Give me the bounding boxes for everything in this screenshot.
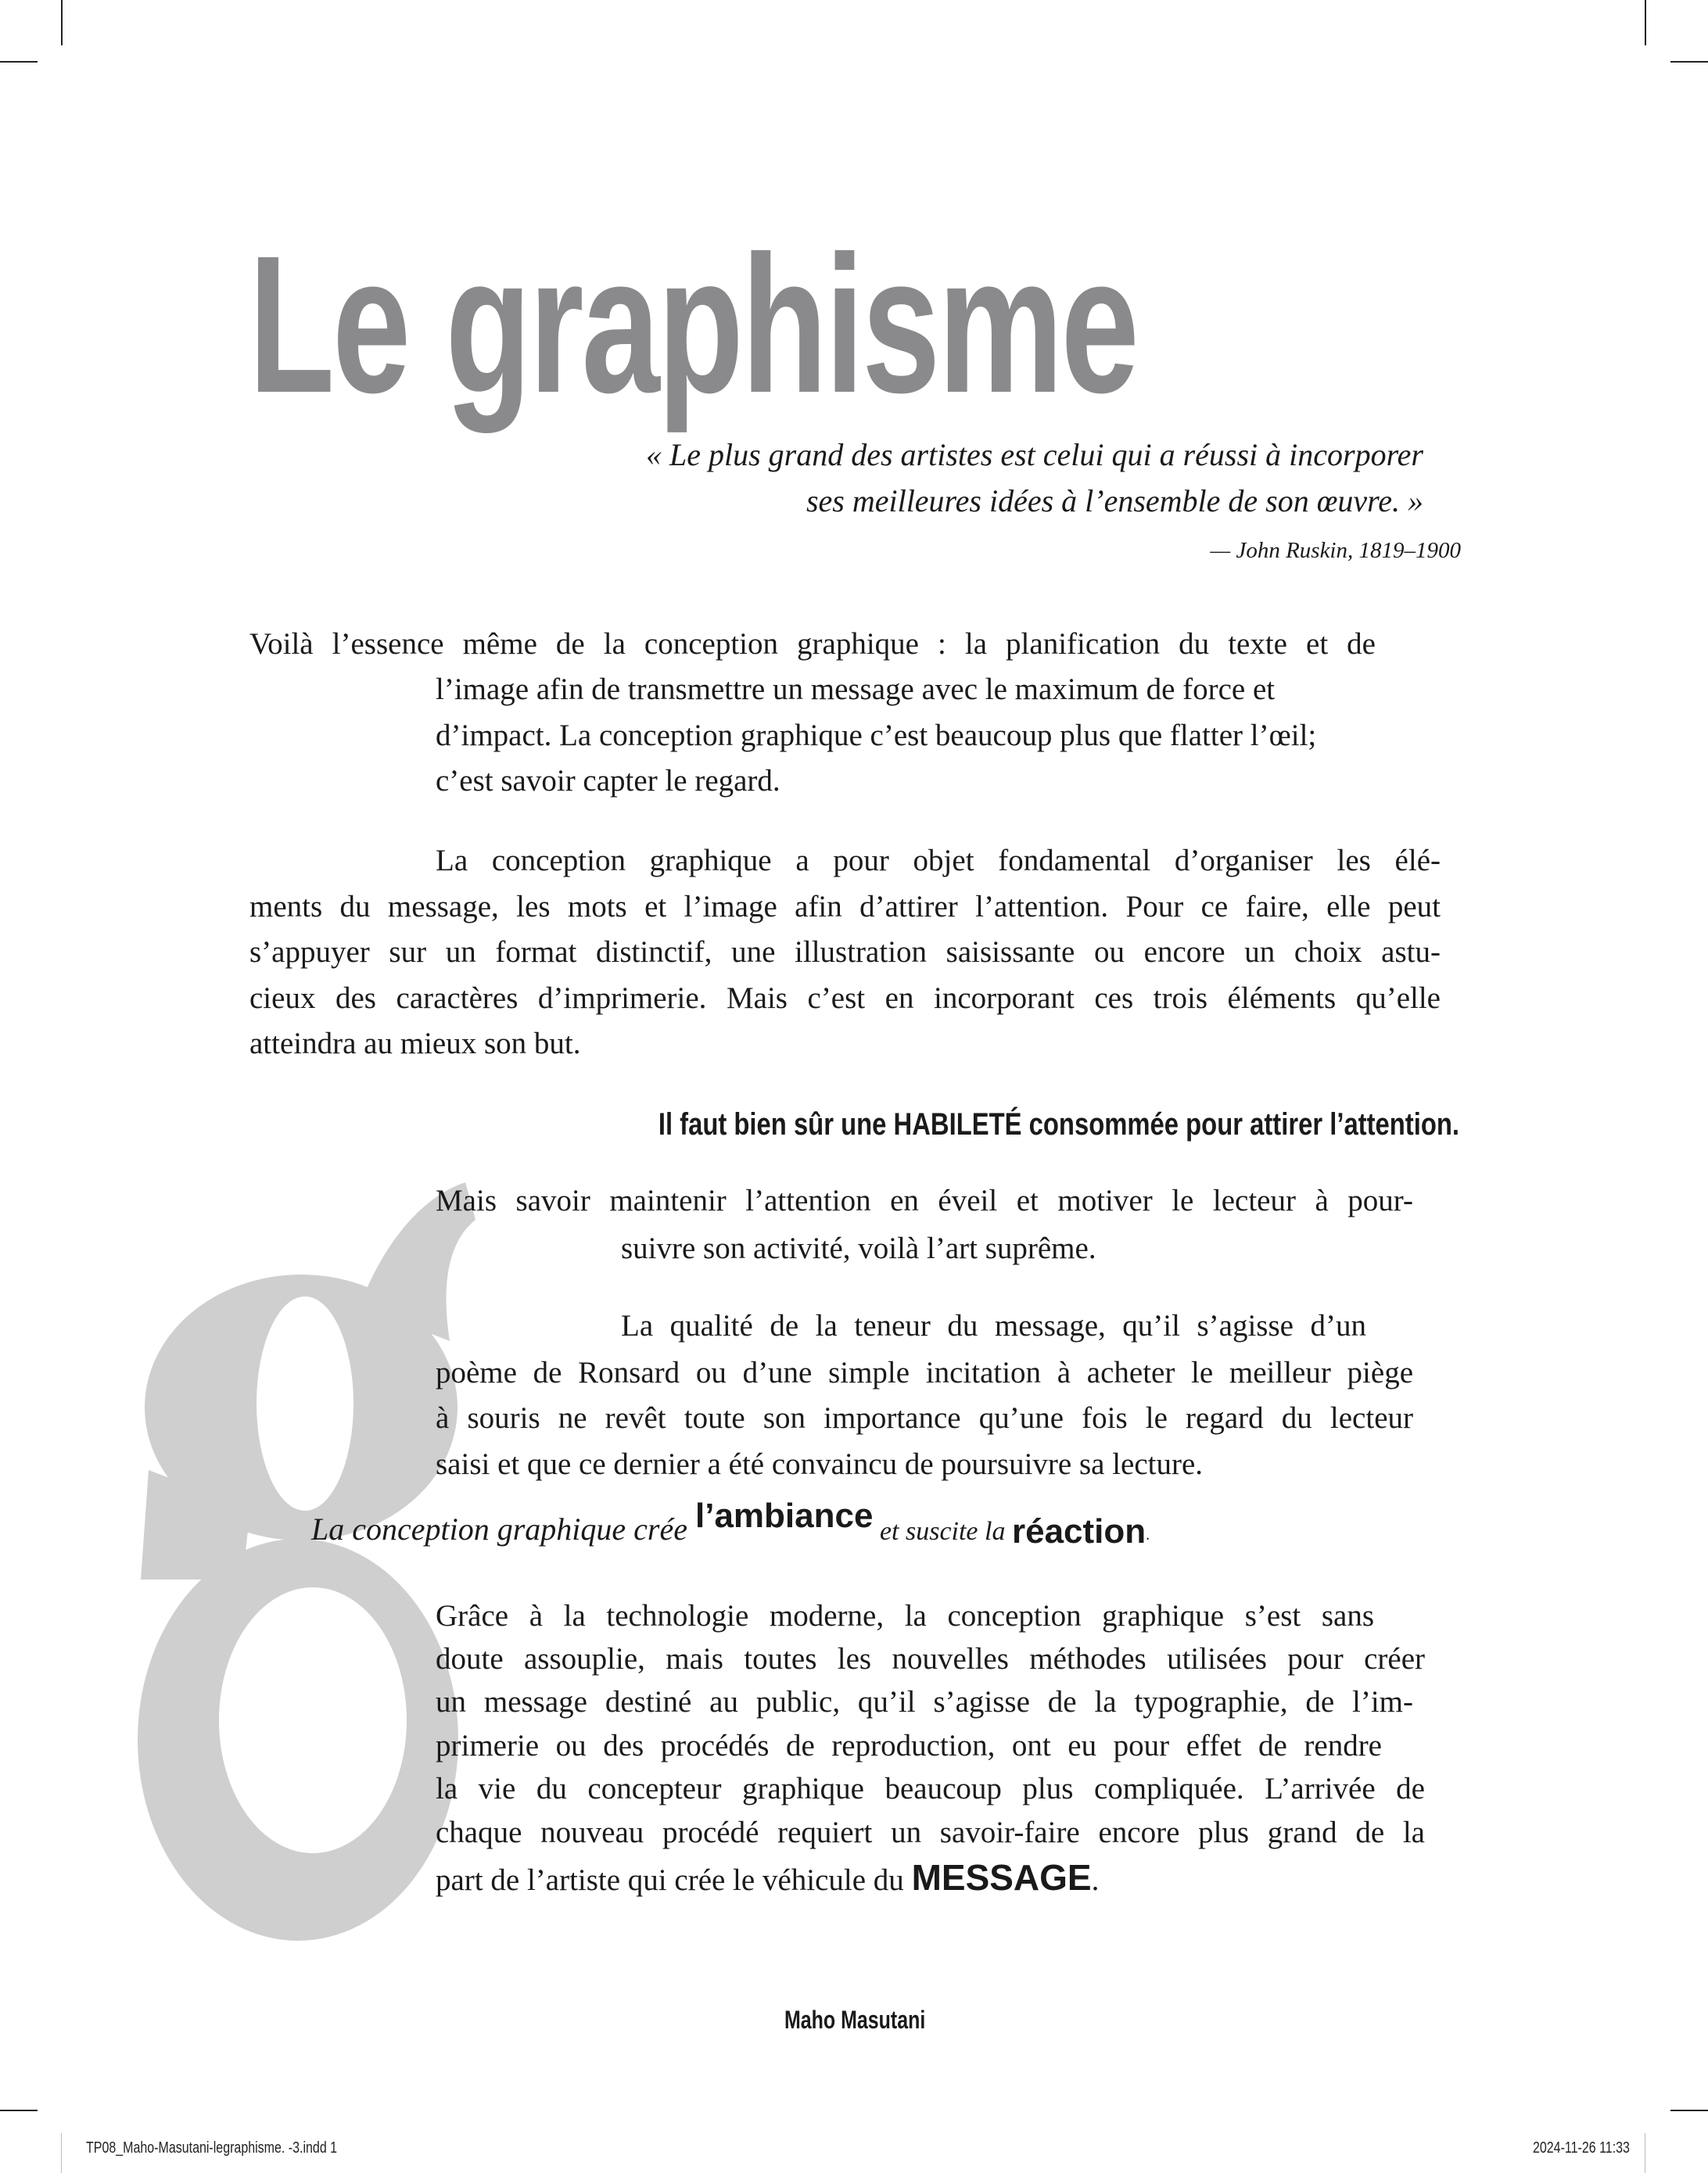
paragraph-line bbox=[436, 1857, 1100, 1898]
author-name: Maho Masutani bbox=[784, 2006, 926, 2034]
paragraph-line: à souris ne revêt toute son importance qu’une fois le regard du lecteur bbox=[436, 1401, 1413, 1435]
paragraph-line: s’appuyer sur un format distinctif, une illustration saisissante ou encore un choix astu- bbox=[249, 935, 1441, 969]
tagline-word-reaction: réaction bbox=[1011, 1512, 1146, 1551]
paragraph-line: primerie ou des procédés de reproduction, ont eu pour effet de rendre bbox=[436, 1729, 1382, 1762]
paragraph-line: Grâce à la technologie moderne, la conception graphique s’est sans bbox=[436, 1599, 1374, 1633]
paragraph-line: ments du message, les mots et l’image afin d’attirer l’attention. Pour ce faire, elle peut bbox=[249, 890, 1441, 923]
tagline-text: La conception graphique crée bbox=[311, 1511, 695, 1547]
crop-mark bbox=[0, 2110, 38, 2111]
page-title: Le graphisme bbox=[249, 215, 1137, 433]
paragraph-line: Voilà l’essence même de la conception graphique : la planification du texte et de bbox=[249, 627, 1376, 661]
paragraph-line: un message destiné au public, qu’il s’agisse de la typographie, de l’im- bbox=[436, 1685, 1413, 1719]
quote-attribution: — John Ruskin, 1819–1900 bbox=[1210, 538, 1461, 563]
decorative-letter-g bbox=[133, 1173, 477, 1955]
paragraph-line: suivre son activité, voilà l’art suprême. bbox=[621, 1232, 1096, 1265]
paragraph-line: poème de Ronsard ou d’une simple incitation à acheter le meilleur piège bbox=[436, 1356, 1413, 1390]
paragraph-line: saisi et que ce dernier a été convaincu de poursuivre sa lecture. bbox=[436, 1447, 1204, 1481]
paragraph-period: . bbox=[1091, 1863, 1100, 1897]
crop-mark bbox=[0, 61, 38, 63]
paragraph-line: atteindra au mieux son but. bbox=[249, 1027, 581, 1060]
crop-mark bbox=[1670, 61, 1708, 63]
emphasis-text: Il faut bien sûr une bbox=[658, 1107, 894, 1142]
emphasis-line bbox=[658, 1107, 1459, 1142]
paragraph-line: c’est savoir capter le regard. bbox=[436, 764, 780, 798]
paragraph-line: Mais savoir maintenir l’attention en éveil et motiver le lecteur à pour- bbox=[436, 1184, 1413, 1217]
tagline-period: . bbox=[1146, 1526, 1150, 1544]
paragraph-text: part de l’artiste qui crée le véhicule du bbox=[436, 1863, 912, 1897]
quote-line: « Le plus grand des artistes est celui qui a réussi à incorporer bbox=[645, 437, 1423, 472]
slug-line bbox=[61, 2133, 62, 2173]
paragraph-line: doute assouplie, mais toutes les nouvelles méthodes utilisées pour créer bbox=[436, 1642, 1425, 1676]
footer-timestamp: 2024-11-26 11:33 bbox=[1533, 2139, 1630, 2157]
paragraph-line: la vie du concepteur graphique beaucoup plus compliquée. L’arrivée de bbox=[436, 1772, 1425, 1805]
tagline bbox=[311, 1497, 1150, 1551]
crop-mark bbox=[61, 0, 63, 45]
emphasis-strong: HABILETÉ bbox=[893, 1107, 1022, 1142]
crop-mark bbox=[1670, 2110, 1708, 2111]
quote-line: ses meilleures idées à l’ensemble de son œuvre. » bbox=[806, 483, 1423, 518]
tagline-word-ambiance: l’ambiance bbox=[695, 1497, 874, 1535]
tagline-text: et suscite la bbox=[873, 1517, 1012, 1546]
paragraph-line: chaque nouveau procédé requiert un savoir-faire encore plus grand de la bbox=[436, 1816, 1425, 1849]
paragraph-line: l’image afin de transmettre un message avec le maximum de force et bbox=[436, 672, 1276, 706]
paragraph-line: d’impact. La conception graphique c’est beaucoup plus que flatter l’œil; bbox=[436, 719, 1317, 752]
crop-mark bbox=[1645, 0, 1646, 45]
footer-filename: TP08_Maho-Masutani-legraphisme. -3.indd 1 bbox=[86, 2139, 338, 2157]
paragraph-line: La qualité de la teneur du message, qu’il s’agisse d’un bbox=[621, 1309, 1366, 1343]
message-strong: MESSAGE bbox=[911, 1857, 1092, 1898]
emphasis-text: consommée pour attirer l’attention. bbox=[1021, 1107, 1459, 1142]
paragraph-line: cieux des caractères d’imprimerie. Mais c’est en incorporant ces trois éléments qu’elle bbox=[249, 981, 1441, 1015]
paragraph-line: La conception graphique a pour objet fondamental d’organiser les élé- bbox=[436, 844, 1441, 877]
letter-g-lower-loop bbox=[138, 1539, 458, 1941]
